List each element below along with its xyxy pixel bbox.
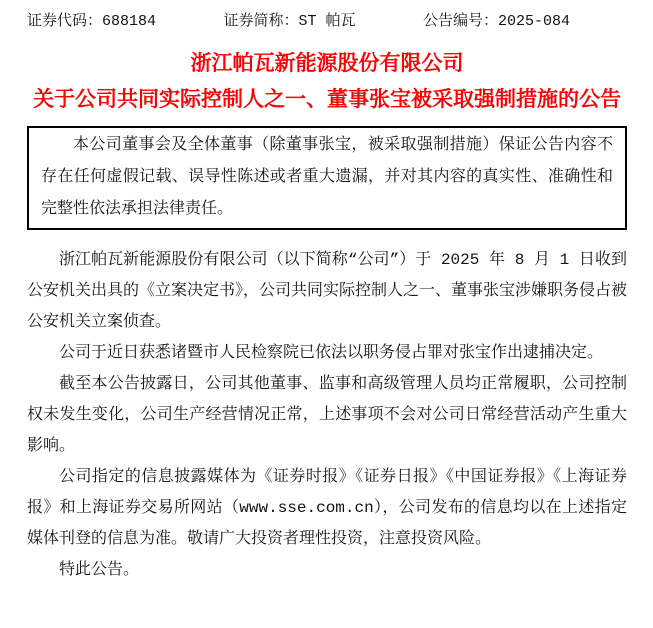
stock-abbr-field [223, 12, 355, 32]
stock-code-field [27, 12, 156, 32]
stock-abbr-label: 证券简称： [223, 13, 299, 30]
closing-paragraph: 特此公告。 [59, 561, 140, 579]
body-paragraph: 浙江帕瓦新能源股份有限公司（以下简称“公司”）于 2025 年 8 月 1 日收到公安机关出具的《立案决定书》，公司共同实际控制人之一、董事张宝涉嫌职务侵占被公安机关立案侦查。 [27, 251, 628, 331]
body-paragraph: 公司指定的信息披露媒体为《证券时报》《证券日报》《中国证券报》《上海证券报》和上海证券交易所网站（www.sse.com.cn），公司发布的信息均以在上述指定媒体刊登的信息为准。敬请广大投资者理性投资，注意投资风险。 [27, 468, 627, 548]
body-paragraph: 公司于近日获悉诸暨市人民检察院已依法以职务侵占罪对张宝作出逮捕决定。 [59, 344, 604, 362]
document-body [27, 245, 627, 586]
company-title: 浙江帕瓦新能源股份有限公司 [190, 52, 464, 75]
announcement-no-value: 2025-084 [497, 13, 570, 30]
announcement-title: 关于公司共同实际控制人之一、董事张宝被采取强制措施的公告 [33, 88, 621, 111]
stock-abbr-value: ST 帕瓦 [298, 13, 356, 30]
announcement-no-label: 公告编号： [422, 13, 498, 30]
document-header [27, 12, 570, 32]
stock-code-label: 证券代码： [27, 13, 103, 30]
declaration-box [27, 126, 627, 230]
stock-code-value: 688184 [102, 13, 157, 30]
announcement-no-field [423, 12, 570, 32]
declaration-text: 本公司董事会及全体董事（除董事张宝，被采取强制措施）保证公告内容不存在任何虚假记载、误导性陈述或者重大遗漏，并对其内容的真实性、准确性和完整性依法承担法律责任。 [41, 136, 613, 218]
body-paragraph: 截至本公告披露日，公司其他董事、监事和高级管理人员均正常履职，公司控制权未发生变化，公司生产经营情况正常，上述事项不会对公司日常经营活动产生重大影响。 [27, 375, 627, 455]
